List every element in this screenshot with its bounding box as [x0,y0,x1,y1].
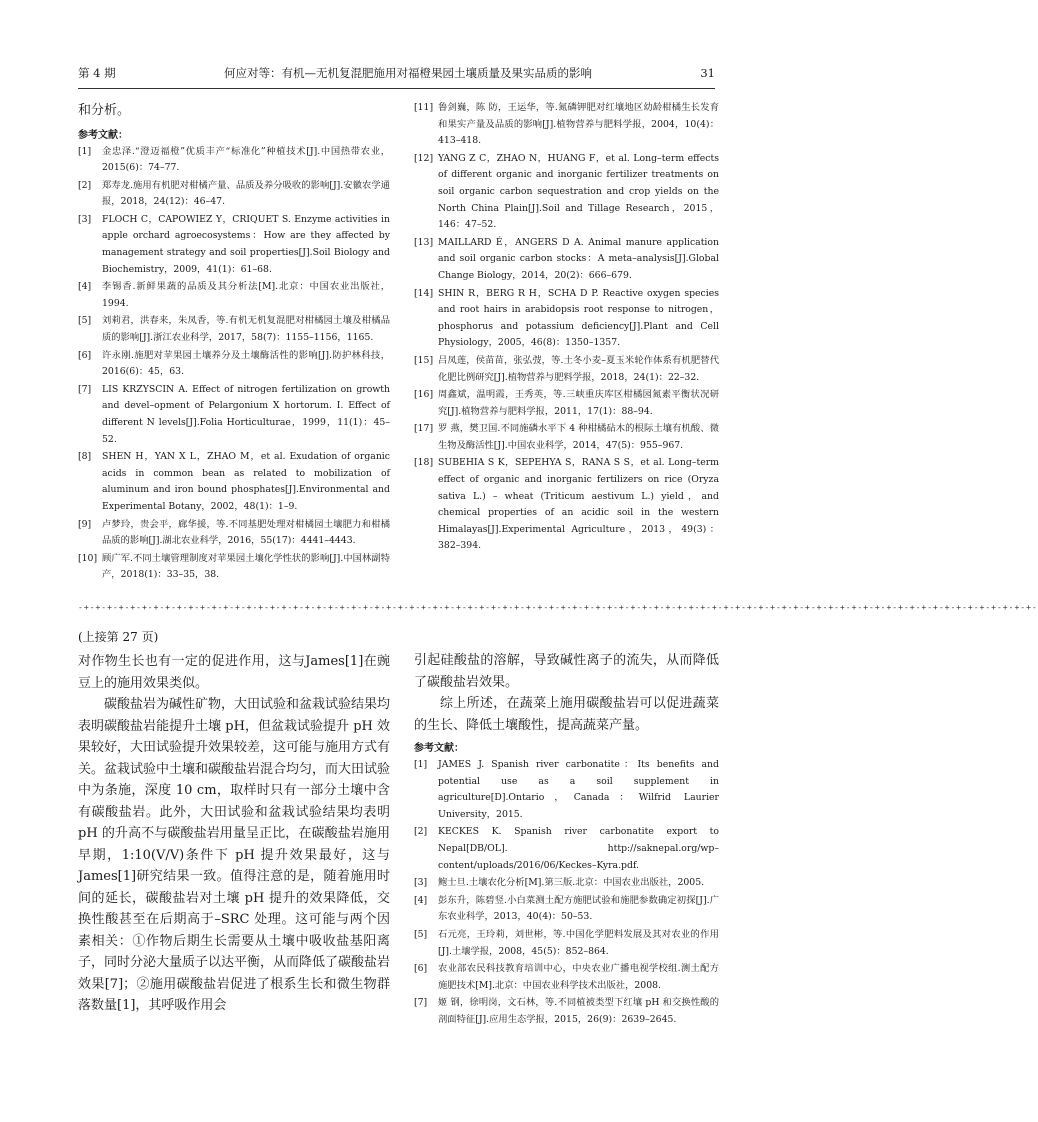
header-rule [78,88,715,89]
reference-item: [17] 罗 燕，樊卫国.不同施磷水平下 4 种柑橘砧木的根际土壤有机酸、微生物及酶活性[J].中国农业科学，2014，47(5)：955–967. [414,423,719,451]
body-paragraph: 对作物生长也有一定的促进作用，这与James[1]在豌豆上的施用效果类似。 [78,654,390,691]
reference-item: [6] 农业部农民科技教育培训中心，中央农业广播电视学校组.测土配方施肥技术[M].北京：中国农业科学技术出版社，2008. [414,963,719,991]
section-divider: -+-+-+-+-+-+-+-+-+-+-+-+-+-+-+-+-+-+-+-+-+-+-+-+-+-+-+-+-+-+-+-+-+-+-+-+-+-+-+-+-+-+-+-+-+-+-+-+-+-+-+-+-+-+-+-+-+-+-+-+-+-+-+-+-+-+-+-+-+-+-+-+-+-+-+-+-+-+-+-+-+-+- [78,603,1038,612]
reference-item: [2] 郑寿龙.施用有机肥对柑橘产量、品质及养分吸收的影响[J].安徽农学通报，2018，24(12)：46–47. [78,179,390,208]
running-title: 何应对等：有机—无机复混肥施用对福橙果园土壤质量及果实品质的影响 [224,66,592,80]
reference-list-bottom [414,757,719,1029]
references-heading: 参考文献： [414,743,464,754]
reference-list-top-left [78,144,390,584]
body-paragraph: 引起硅酸盐的溶解，导致碱性离子的流失，从而降低了碳酸盐岩效果。 [414,653,719,690]
issue-number: 第 4 期 [78,66,116,80]
reference-item: [2] KECKES K. Spanish river carbonatite export to Nepal[DB/OL]. http://saknepal.org/wp–content/uploads/2016/06/Keckes–Kyra.pdf. [414,826,719,871]
reference-item: [5] 刘莉君，洪春来，朱凤香，等.有机无机复混肥对柑橘园土壤及柑橘品质的影响[J].浙江农业科学，2017，58(7)：1155–1156，1165. [78,315,390,344]
reference-item: [13] MAILLARD É，ANGERS D A. Animal manure application and soil organic carbon stocks：A meta–analysis[J].Global Change Biology，2014，20(2)：666–679. [414,236,719,281]
reference-item: [11] 鲁剑巍，陈 防，王运华，等.氮磷钾肥对红壤地区幼龄柑橘生长发育和果实产量及品质的影响[J].植物营养与肥料学报，2004，10(4)：413–418. [414,102,719,147]
reference-item: [10] 顾广军.不同土壤管理制度对苹果园土壤化学性状的影响[J].中国林副特产，2018(1)：33–35，38. [78,552,390,581]
body-paragraph: 碳酸盐岩为碱性矿物，大田试验和盆栽试验结果均表明碳酸盐岩能提升土壤 pH，但盆栽试验提升 pH 效果较好，大田试验提升效果较差，这可能与施用方式有关。盆栽试验中土壤和碳酸盐岩混合均匀，而大田试验中为条施，深度 10 cm，取样时只有一部分土壤中含有碳酸盐岩。此外，大田试验和盆栽试验结果均表明 pH 的升高不与碳酸盐岩用量呈正比，在碳酸盐岩施用早期，1:10(V/V)条件下 pH 提升效果最好，这与 James[1]研究结果一致。值得注意的是，随着施用时间的延长，碳酸盐岩对土壤 pH 提升的效果降低，交换性酸甚至在后期高于–SRC 处理。这可能与两个因素相关：①作物后期生长需要从土壤中吸收盐基阳离子，同时分泌大量质子以达平衡，从而降低了碳酸盐岩效果[7]；②施用碳酸盐岩促进了根系生长和微生物群落数量[1]，其呼吸作用会 [78,697,391,1013]
reference-item: [5] 石元亮，王玲莉，刘世彬，等.中国化学肥料发展及其对农业的作用[J].土壤学报，2008，45(5)：852–864. [414,928,719,957]
reference-item: [7] LIS KRZYSCIN A. Effect of nitrogen fertilization on growth and devel–opment of Pelargonium X hortorum. I. Effect of different N levels[J].Folia Horticulturae，1999，11(1)：45–52. [78,383,390,445]
reference-item: [15] 吕凤莲，侯苗苗，张弘弢，等.土冬小麦–夏玉米轮作体系有机肥替代化肥比例研究[J].植物营养与肥料学报，2018，24(1)：22–32. [414,354,719,383]
reference-item: [1] JAMES J. Spanish river carbonatite：Its benefits and potential use as a soil supplement in agriculture[D].Ontario，Canada：Wilfrid Laurier University，2015. [414,759,719,820]
continued-note: (上接第 27 页) [78,630,159,644]
reference-item: [9] 卢梦玲，贵会平，廊华援，等.不同基肥处理对柑橘园土壤肥力和柑橘品质的影响[J].湖北农业科学，2016，55(17)：4441–4443. [78,518,390,547]
intro-line: 和分析。 [78,103,131,118]
top-left-column [78,100,390,585]
reference-item: [4] 彭东升，陈碧竖.小白菜测土配方施肥试验和施肥参数确定初探[J].广东农业科学，2013，40(4)：50–53. [414,894,719,923]
page-header [78,62,715,84]
reference-item: [16] 周鑫斌，温明霞，王秀英，等.三峡重庆库区柑橘园氮素平衡状况研究[J].植物营养与肥料学报，2011，17(1)：88–94. [414,389,719,417]
reference-item: [12] YANG Z C，ZHAO N，HUANG F，et al. Long–term effects of different organic and inorganic fertilizer treatments on soil organic carbon sequestration and crop yields on the North China Plain[J].Soil and Tillage Research，2015，146：47–52. [414,152,719,231]
references-heading: 参考文献： [78,129,128,141]
body-paragraph: 综上所述，在蔬菜上施用碳酸盐岩可以促进蔬菜的生长、降低土壤酸性，提高蔬菜产量。 [414,696,719,733]
reference-item: [4] 李锡香.新鲜果蔬的品质及其分析法[M].北京：中国农业出版社，1994. [78,281,390,309]
top-right-column [414,100,719,556]
reference-item: [3] FLOCH C，CAPOWIEZ Y，CRIQUET S. Enzyme activities in apple orchard agroecosystems：How are they affected by management strategy and soil properties[J].Soil Biology and Biochemistry，2009，41(1)：61–68. [78,213,390,275]
bottom-left-column [78,628,390,1017]
bottom-right-column [414,650,719,1030]
reference-item: [6] 许永刚.施肥对苹果园土壤养分及土壤酶活性的影响[J].防护林科技，2016(6)：45，63. [78,349,390,378]
reference-item: [8] SHEN H，YAN X L，ZHAO M，et al. Exudation of organic acids in common bean as related to mobilization of aluminum and iron bound phosphates[J].Environmental and Experimental Botany，2002，48(1)：1–9. [78,451,390,512]
reference-list-top-right [414,100,719,555]
reference-item: [18] SUBEHIA S K，SEPEHYA S，RANA S S，et al. Long–term effect of organic and inorganic fertilizers on rice (Oryza sativa L.) – wheat (Triticum aestivum L.) yield，and chemical properties of an acidic soil in the western Himalayas[J].Experimental Agriculture，2013，49(3)：382–394. [414,457,719,552]
reference-item: [14] SHIN R，BERG R H，SCHA D P. Reactive oxygen species and root hairs in arabidopsis root response to nitrogen，phosphorus and potassium deficiency[J].Plant and Cell Physiology，2005，46(8)：1350–1357. [414,287,719,349]
reference-item: [1] 金忠泽.“澄迈福橙”优质丰产“标准化”种植技术[J].中国热带农业，2015(6)：74–77. [78,145,390,174]
reference-item: [7] 姬 钢，徐明岗，文石林，等.不同植被类型下红壤 pH 和交换性酸的剖面特征[J].应用生态学报，2015，26(9)：2639–2645. [414,997,719,1025]
page-number: 31 [700,66,715,80]
reference-item: [3] 鲍士旦.土壤农化分析[M].第三版.北京：中国农业出版社，2005. [414,877,705,889]
